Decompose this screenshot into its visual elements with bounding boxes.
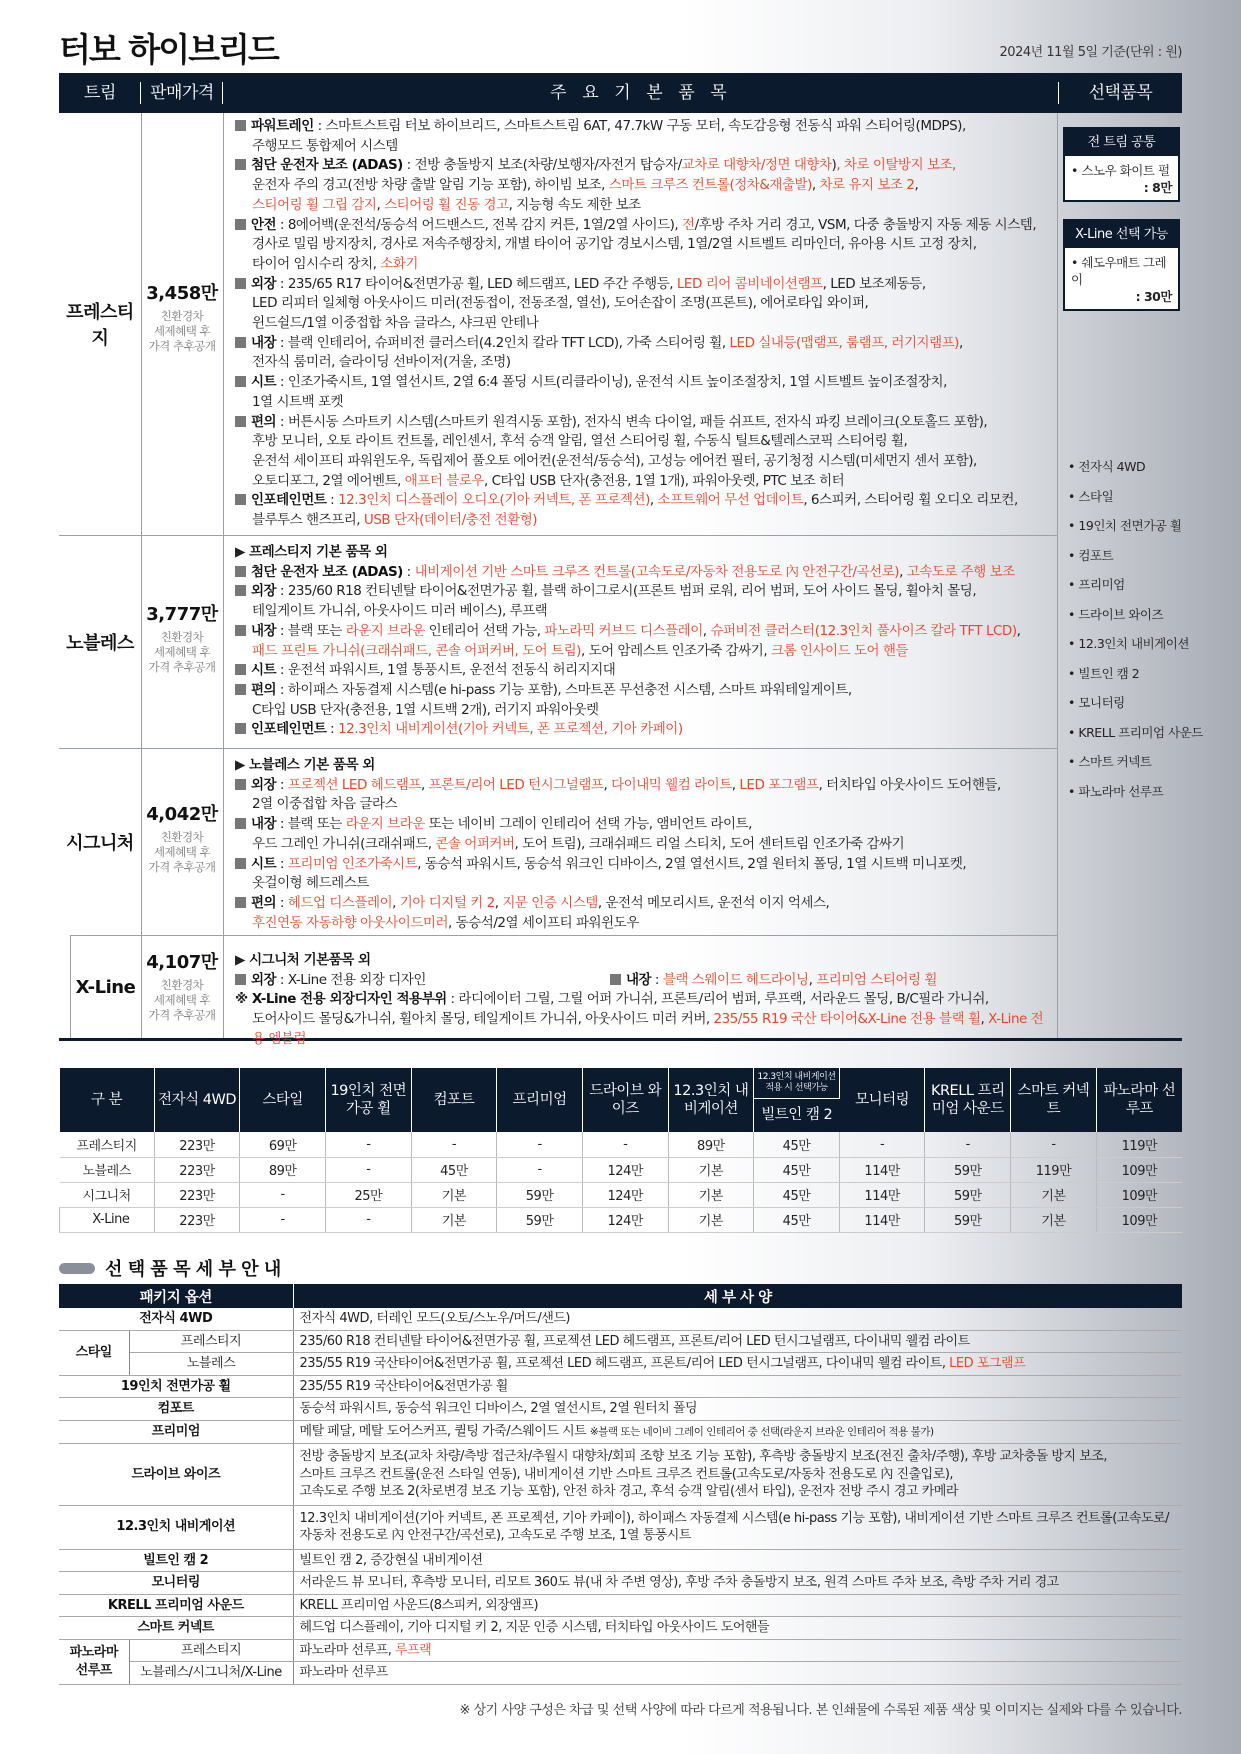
trim-price-prestige: 3,458만 친환경차 세제혜택 후 가격 추후공개 bbox=[146, 283, 218, 353]
feature-line: 외장 : 235/65 R17 타이어&전면가공 휠, LED 헤드램프, LED 주간 주행등, LED 리어 콤비네이션램프, LED 보조제동등, bbox=[235, 275, 1055, 295]
header-options: 선택품목 bbox=[1088, 83, 1153, 103]
feature-line: 테일게이트 가니쉬, 아웃사이드 미러 베이스), 루프랙 bbox=[252, 603, 548, 620]
feature-line: 도어사이드 몰딩&가니쉬, 휠아치 몰딩, 테일게이트 가니쉬, 아웃사이드 미러 커버, 235/55 R19 국산 타이어&X-Line 전용 블랙 휠, X-Line 전용 엠블럼 bbox=[252, 1011, 1044, 1047]
feature-line: 운전석 세이프티 파워윈도우, 독립제어 풀오토 에어컨(운전석/동승석), 고성능 에어컨 필터, 공기청정 시스템(미세먼지 센서 포함), bbox=[252, 452, 977, 469]
feature-line: 운전자 주의 경고(전방 차량 출발 알림 기능 포함), 하이빔 보조, 스마트 크루즈 컨트롤(정차&재출발), 차로 유지 보조 2, bbox=[252, 177, 919, 194]
option-list-item: • KRELL 프리미엄 사운드 bbox=[1068, 724, 1203, 740]
feature-line: 시트 : 인조가죽시트, 1열 열선시트, 2열 6:4 폴딩 시트(리클라이닝), 운전석 시트 높이조절장치, 1열 시트벨트 높이조절장치, bbox=[235, 373, 1055, 393]
feature-line: 외장 : X-Line 전용 외장 디자인 bbox=[235, 971, 1055, 991]
feature-line: 첨단 운전자 보조 (ADAS) : 내비게이션 기반 스마트 크루즈 컨트롤(고속도로/자동차 전용도로 內 안전구간/곡선로), 고속도로 주행 보조 bbox=[235, 563, 1055, 583]
feature-line: 안전 : 8에어백(운전석/동승석 어드밴스드, 전복 감지 커튼, 1열/2열 사이드), 전/후방 주차 거리 경고, VSM, 다중 충돌방지 자동 제동 시스템, bbox=[235, 216, 1055, 236]
signature-features bbox=[235, 756, 1055, 933]
feature-line: 스티어링 휠 그립 감지, 스티어링 휠 진동 경고, 지능형 속도 제한 보조 bbox=[252, 196, 641, 213]
feature-line: 내장 : 블랙 또는 라운지 브라운 또는 네이비 그레이 인테리어 선택 가능, 앰비언트 라이트, bbox=[235, 815, 1055, 835]
xline-features bbox=[235, 951, 1055, 1050]
feature-line: 전자식 룸미러, 슬라이딩 선바이저(거울, 조명) bbox=[252, 354, 511, 371]
table-row: X-Line 223만 - - 기본 59만 124만 기본 45만 114만 59만 기본 109만 bbox=[60, 1207, 1183, 1232]
color-option-common: 전 트림 공통 • 스노우 화이트 펄 : 8만 bbox=[1063, 127, 1180, 202]
feature-line: 편의 : 버튼시동 스마트키 시스템(스마트키 원격시동 포함), 전자식 변속 다이얼, 패들 쉬프트, 전자식 파킹 브레이크(오토홀드 포함), bbox=[235, 413, 1055, 433]
option-list-item: • 파노라마 선루프 bbox=[1068, 783, 1164, 799]
feature-line: ▶ 프레스티지 기본 품목 외 bbox=[235, 544, 388, 560]
page-title: 터보 하이브리드 bbox=[59, 30, 278, 69]
feature-line: 1열 시트백 포켓 bbox=[252, 393, 344, 410]
feature-line: ▶ 시그니처 기본품목 외 bbox=[235, 952, 371, 968]
option-list-item: • 전자식 4WD bbox=[1068, 459, 1146, 474]
feature-line: 내장 : 블랙 스웨이드 헤드라이닝, 프리미엄 스티어링 휠 bbox=[610, 971, 1030, 991]
feature-line: 블루투스 핸즈프리, USB 단자(데이터/충전 전환형) bbox=[252, 512, 538, 529]
feature-line: 후방 모니터, 오토 라이트 컨트롤, 레인센서, 후석 승객 알림, 열선 스티어링 휠, 수동식 틸트&텔레스코픽 스티어링 휠, bbox=[252, 433, 908, 450]
option-list-item: • 컴포트 bbox=[1068, 547, 1114, 563]
prestige-features bbox=[235, 117, 1055, 531]
feature-line: 첨단 운전자 보조 (ADAS) : 전방 충돌방지 보조(차량/보행자/자전거 탑승자/교차로 대향차/정면 대향차), 차로 이탈방지 보조, bbox=[235, 156, 1055, 176]
feature-line: C타입 USB 단자(충전용, 1열 시트백 2개), 러기지 파워아웃렛 bbox=[252, 701, 599, 718]
feature-line: 주행모드 통합제어 시스템 bbox=[252, 137, 398, 154]
color-option-xline: X-Line 선택 가능 • 쉐도우매트 그레이 : 30만 bbox=[1063, 219, 1180, 311]
header-price: 판매가격 bbox=[150, 83, 214, 103]
option-list-item: • 드라이브 와이즈 bbox=[1068, 606, 1164, 622]
trim-price-noblesse: 3,777만 친환경차 세제혜택 후 가격 추후공개 bbox=[146, 604, 218, 674]
trim-price-signature: 4,042만 친환경차 세제혜택 후 가격 추후공개 bbox=[146, 804, 218, 874]
feature-line: 시트 : 운전석 파워시트, 1열 통풍시트, 운전석 전동식 허리지지대 bbox=[235, 661, 1055, 681]
feature-line: 패드 프린트 가니쉬(크래쉬패드, 콘솔 어퍼커버, 도어 트림), 도어 암레스트 인조가죽 감싸기, 크롬 인사이드 도어 핸들 bbox=[252, 642, 908, 659]
feature-line: 인포테인먼트 : 12.3인치 디스플레이 오디오(기아 커넥트, 폰 프로젝션), 소프트웨어 무선 업데이트, 6스피커, 스티어링 휠 오디오 리모컨, bbox=[235, 491, 1055, 511]
option-price-table: 구 분 전자식 4WD 스타일 19인치 전면가공 휠 컴포트 프리미엄 드라이브 와이즈 12.3인치 내비게이션 12.3인치 내비게이션 적용 시 선택가능 모니터링 KRELL 프리미엄 사운드 스마트 커넥트 파노라마 선루프 빌트인 캠 2 프레스티지 223만 69만 - - - - 89만 45만 - - - 119만 노블레스 223만 89만 - 45만 - 124만 기본 45만 114만 59만 119만 109만 시그니처 223만 - 25만 기본 59만 124만 기본 45만 114만 59만 기본 109만 X-Line 223만 - - 기본 59만 124만 기본 45만 114만 59만 기본 109만 bbox=[59, 1068, 1182, 1233]
detail-section-title: 선 택 품 목 세 부 안 내 bbox=[59, 1255, 281, 1281]
feature-line: ※ X-Line 전용 외장디자인 적용부위 : 라디에이터 그릴, 그릴 어퍼 가니쉬, 프론트/리어 범퍼, 루프랙, 서라운드 몰딩, B/C필라 가니쉬, bbox=[235, 991, 989, 1008]
feature-line: 파워트레인 : 스마트스트림 터보 하이브리드, 스마트스트림 6AT, 47.7kW 구동 모터, 속도감응형 전동식 파워 스티어링(MDPS), bbox=[235, 117, 1055, 137]
header-features: 주 요 기 본 품 목 bbox=[550, 83, 732, 103]
table-row: 프레스티지 223만 69만 - - - - 89만 45만 - - - 119만 bbox=[60, 1132, 1183, 1157]
option-list-item: • 19인치 전면가공 휠 bbox=[1068, 518, 1182, 533]
trim-name-signature: 시그니처 bbox=[66, 832, 134, 854]
trim-name-xline: X-Line bbox=[75, 976, 136, 998]
table-row: 시그니처 223만 - 25만 기본 59만 124만 기본 45만 114만 59만 기본 109만 bbox=[60, 1182, 1183, 1207]
spec-table-header bbox=[59, 73, 1182, 113]
feature-line: 외장 : 235/60 R18 컨티넨탈 타이어&전면가공 휠, 블랙 하이그로시(프론트 범퍼 로워, 리어 범퍼, 도어 사이드 몰딩, 휠아치 몰딩, bbox=[235, 582, 1055, 602]
feature-line: 시트 : 프리미엄 인조가죽시트, 동승석 파워시트, 동승석 워크인 디바이스, 2열 열선시트, 2열 원터치 폴딩, 1열 시트백 미니포켓, bbox=[235, 855, 1055, 875]
footnote: ※ 상기 사양 구성은 차급 및 선택 사양에 따라 다르게 적용됩니다. 본 인쇄물에 수록된 제품 색상 및 이미지는 실제와 다를 수 있습니다. bbox=[459, 1703, 1182, 1718]
trim-name-noblesse: 노블레스 bbox=[66, 632, 134, 654]
feature-line: 경사로 밀림 방지장치, 경사로 저속주행장치, 개별 타이어 공기압 경보시스템, 1열/2열 시트벨트 리마인더, 유아용 시트 고정 장치, bbox=[252, 236, 977, 253]
option-list-item: • 스타일 bbox=[1068, 488, 1114, 504]
option-detail-table: 패키지 옵션 세 부 사 양 전자식 4WD 전자식 4WD, 터레인 모드(오토/스노우/머드/샌드) 스타일 프레스티지 235/60 R18 컨티넨탈 타이어&전면가공 휠, 프로젝션 LED 헤드램프, 프론트/리어 LED 턴시그널램프, 다이내믹 웰컴 라이트 노블레스 235/55 R19 국산타이어&전면가공 휠, 프로젝션 LED 헤드램프, 프론트/리어 LED 턴시그널램프, 다이내믹 웰컴 라이트, LED 포그램프 19인치 전면가공 휠 235/55 R19 국산타이어&전면가공 휠 컴포트 동승석 파워시트, 동승석 워크인 디바이스, 2열 열선시트, 2열 원터치 폴딩 프리미엄 메탈 페달, 메탈 도어스커프, 퀼팅 가죽/스웨이드 시트 ※블랙 또는 네이비 그레이 인테리어 중 선택(라운지 브라운 인테리어 적용 불가) 드라이브 와이즈 전방 충돌방지 보조(교차 차량/측방 접근차/추월시 대향차/회피 조향 보조 기능 포함), 후측방 충돌방지 보조(전진 출차/주행), 후방 교차충돌 방지 보조, 스마트 크루즈 컨트롤(운전 스타일 연동), 내비게이션 기반 스마트 크루즈 컨트롤(고속도로/자동차 전용도로 內 진출입로), 고속도로 주행 보조 2(차로변경 보조 기능 포함), 안전 하차 경고, 후석 승객 알림(센서 타입), 운전자 전방 주시 경고 카메라 12.3인치 내비게이션 12.3인치 내비게이션(기아 커넥트, 폰 프로젝션, 기아 카페이), 하이패스 자동결제 시스템(e hi-pass 기능 포함), 내비게이션 기반 스마트 크루즈 컨트롤(고속도로/ 자동차 전용도로 內 안전구간/곡선로), 고속도로 주행 보조, 1열 통풍시트 빌트인 캠 2 빌트인 캠 2, 증강현실 내비게이션 모니터링 서라운드 뷰 모니터, 후측방 모니터, 리모트 360도 뷰(내 차 주변 영상), 후방 주차 충돌방지 보조, 원격 스마트 주차 보조, 측방 주차 거리 경고 KRELL 프리미엄 사운드 KRELL 프리미엄 사운드(8스피커, 외장앰프) 스마트 커넥트 헤드업 디스플레이, 기아 디지털 키 2, 지문 인증 시스템, 터치타입 아웃사이드 도어핸들 파노라마 선루프 프레스티지 파노라마 선루프, 루프랙 노블레스/시그니처/X-Line 파노라마 선루프 bbox=[59, 1284, 1182, 1685]
option-list bbox=[1068, 459, 1203, 813]
feature-line: 후진연동 자동하향 아웃사이드미러, 동승석/2열 세이프티 파워윈도우 bbox=[252, 914, 639, 931]
option-list-item: • 빌트인 캠 2 bbox=[1068, 665, 1140, 681]
trim-name-prestige: 프레스티지 bbox=[66, 302, 134, 349]
header-trim: 트림 bbox=[84, 83, 116, 103]
price-date: 2024년 11월 5일 기준(단위 : 원) bbox=[999, 45, 1182, 60]
feature-line: 옷걸이형 헤드레스트 bbox=[252, 875, 369, 892]
feature-line: 외장 : 프로젝션 LED 헤드램프, 프론트/리어 LED 턴시그널램프, 다이내믹 웰컴 라이트, LED 포그램프, 터치타입 아웃사이드 도어핸들, bbox=[235, 776, 1055, 796]
xline-interior bbox=[610, 971, 1030, 991]
feature-line: 타이어 임시수리 장치, 소화기 bbox=[252, 255, 418, 272]
noblesse-features bbox=[235, 543, 1055, 740]
feature-line: 편의 : 헤드업 디스플레이, 기아 디지털 키 2, 지문 인증 시스템, 운전석 메모리시트, 운전석 이지 억세스, bbox=[235, 894, 1055, 914]
trim-price-xline: 4,107만 친환경차 세제혜택 후 가격 추후공개 bbox=[146, 952, 218, 1022]
feature-line: 인포테인먼트 : 12.3인치 내비게이션(기아 커넥트, 폰 프로젝션, 기아 카페이) bbox=[235, 720, 1055, 740]
feature-line: ▶ 노블레스 기본 품목 외 bbox=[235, 757, 375, 773]
option-list-item: • 스마트 커넥트 bbox=[1068, 754, 1152, 769]
option-list-item: • 프리미엄 bbox=[1068, 577, 1125, 592]
feature-line: 편의 : 하이패스 자동결제 시스템(e hi-pass 기능 포함), 스마트폰 무선충전 시스템, 스마트 파워테일게이트, bbox=[235, 681, 1055, 701]
feature-line: LED 리피터 일체형 아웃사이드 미러(전동접이, 전동조절, 열선), 도어손잡이 조명(프론트), 에어로타입 와이퍼, bbox=[252, 295, 869, 312]
feature-line: 윈드쉴드/1열 이중접합 차음 글라스, 샤크핀 안테나 bbox=[252, 315, 539, 332]
feature-line: 내장 : 블랙 인테리어, 슈퍼비전 클러스터(4.2인치 칼라 TFT LCD), 가죽 스티어링 휠, LED 실내등(맵램프, 룸램프, 러기지램프), bbox=[235, 334, 1055, 354]
feature-line: 우드 그레인 가니쉬(크래쉬패드, 콘솔 어퍼커버, 도어 트림), 크래쉬패드 리얼 스티치, 도어 센터트림 인조가죽 감싸기 bbox=[252, 835, 905, 852]
option-list-item: • 모니터링 bbox=[1068, 695, 1125, 710]
feature-line: 2열 이중접합 차음 글라스 bbox=[252, 796, 398, 813]
table-row: 노블레스 223만 89만 - 45만 - 124만 기본 45만 114만 59만 119만 109만 bbox=[60, 1157, 1183, 1182]
option-list-item: • 12.3인치 내비게이션 bbox=[1068, 636, 1189, 651]
feature-line: 오토디포그, 2열 에어벤트, 애프터 블로우, C타입 USB 단자(충전용, 1열 1개), 파워아웃렛, PTC 보조 히터 bbox=[252, 472, 845, 489]
feature-line: 내장 : 블랙 또는 라운지 브라운 인테리어 선택 가능, 파노라믹 커브드 디스플레이, 슈퍼비전 클러스터(12.3인치 풀사이즈 칼라 TFT LCD), bbox=[235, 622, 1055, 642]
